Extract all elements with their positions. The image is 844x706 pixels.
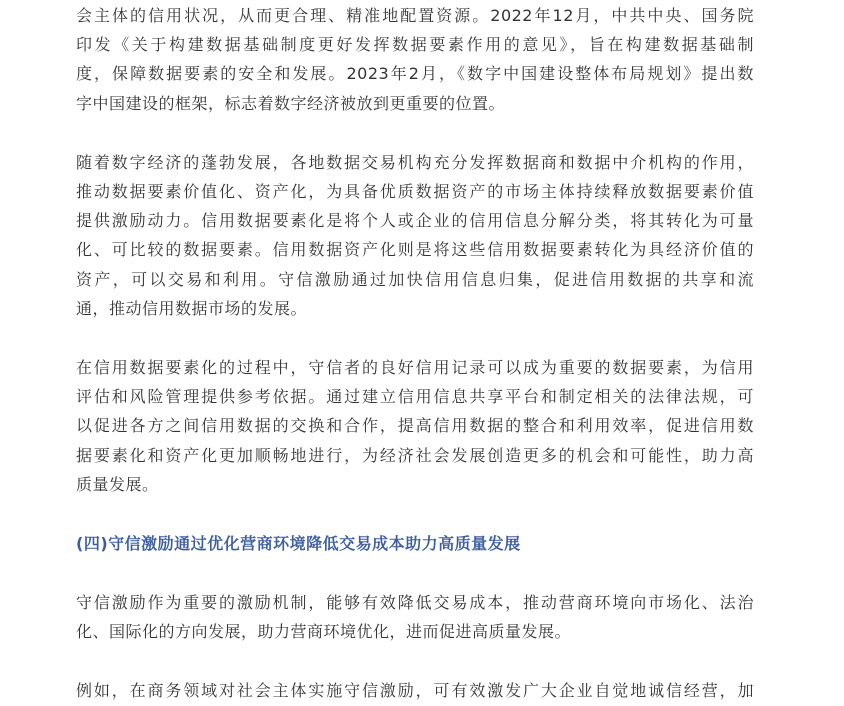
text-line: 通，推动信用数据市场的发展。 [76,298,308,318]
text-line: 守信激励作为重要的激励机制，能够有效降低交易成本，推动营商环境向市场化、法治 [76,593,754,613]
text-line: 据要素化和资产化更加顺畅地进行，为经济社会发展创造更多的机会和可能性，助力高 [76,445,754,465]
paragraph-gap [76,323,754,353]
section-heading: (四)守信激励通过优化营商环境降低交易成本助力高质量发展 [76,534,521,554]
paragraph-incentive [76,588,754,646]
text-line: 质量发展。 [76,474,159,494]
paragraph-gap [76,646,754,676]
text-line: 推动数据要素价值化、资产化，为具备优质数据资产的市场主体持续释放数据要素价值 [76,182,754,202]
paragraph-gap [76,499,754,529]
paragraph-credit-data [76,353,754,499]
paragraph-gap [76,118,754,148]
text-line: 化、国际化的方向发展，助力营商环境优化，进而促进高质量发展。 [76,622,572,642]
text-line: 提供激励动力。信用数据要素化是将个人或企业的信用信息分解分类，将其转化为可量 [76,211,754,231]
text-line: 随着数字经济的蓬勃发展，各地数据交易机构充分发挥数据商和数据中介机构的作用， [76,152,754,172]
text-line: 资产，可以交易和利用。守信激励通过加快信用信息归集，促进信用数据的共享和流 [76,269,754,289]
paragraph-digital-economy [76,148,754,323]
text-line: 印发《关于构建数据基础制度更好发挥数据要素作用的意见》，旨在构建数据基础制 [76,35,754,55]
text-line: 在信用数据要素化的过程中，守信者的良好信用记录可以成为重要的数据要素，为信用 [76,358,754,378]
text-line: 以促进各方之间信用数据的交换和合作，提高信用数据的整合和利用效率，促进信用数 [76,416,754,436]
text-line: 度，保障数据要素的安全和发展。2023年2月，《数字中国建设整体布局规划》提出数 [76,64,754,84]
text-line: 字中国建设的框架，标志着数字经济被放到更重要的位置。 [76,93,506,113]
paragraph-gap [76,558,754,588]
article-body [76,0,754,706]
text-line: 会主体的信用状况，从而更合理、精准地配置资源。2022年12月，中共中央、国务院 [76,6,754,25]
text-line: 评估和风险管理提供参考依据。通过建立信用信息共享平台和制定相关的法律法规，可 [76,387,754,407]
paragraph-data-policy [76,1,754,118]
text-line: 化、可比较的数据要素。信用数据资产化则是将这些信用数据要素转化为具经济价值的 [76,240,754,260]
text-line: 例如，在商务领域对社会主体实施守信激励，可有效激发广大企业自觉地诚信经营，加 [76,681,754,701]
paragraph-example [76,676,754,705]
